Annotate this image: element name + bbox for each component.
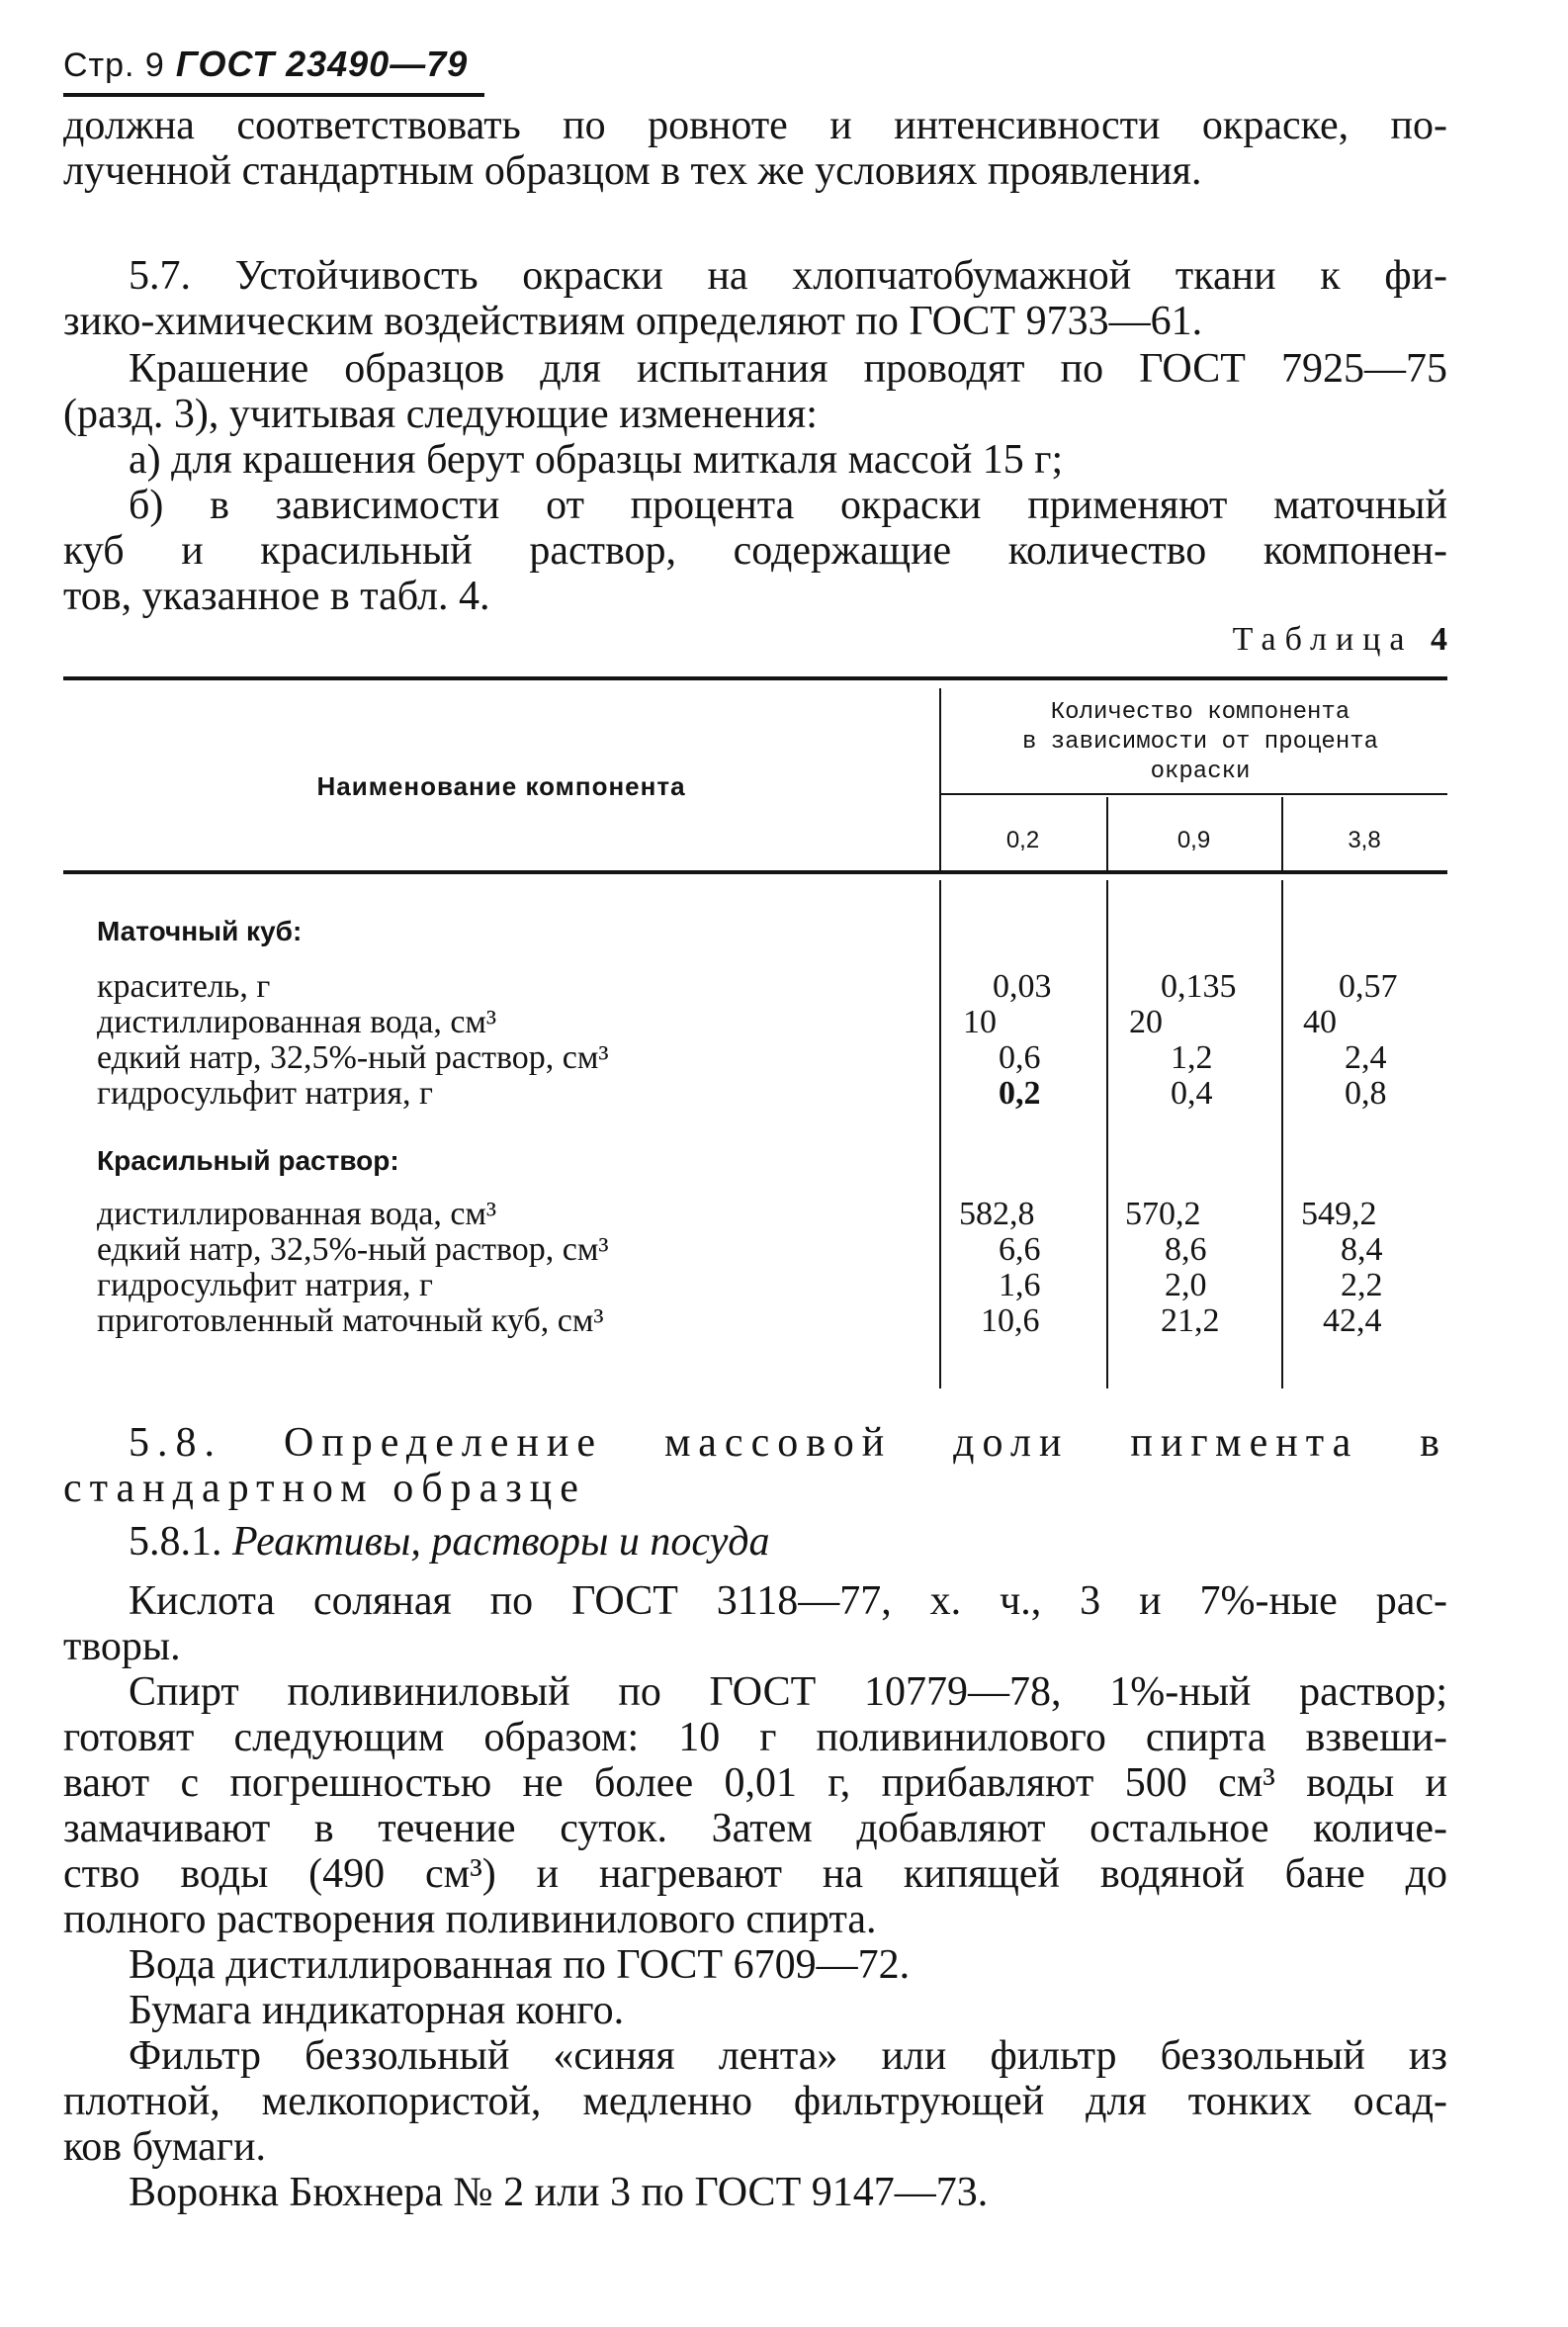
reagents-list bbox=[63, 1578, 1447, 2215]
text-line: 5.8. Определение массовой доли пигмента в bbox=[129, 1420, 1447, 1466]
cell-value: 0,4 bbox=[1171, 1075, 1213, 1112]
column-header-quantity bbox=[953, 698, 1447, 787]
text-line: 5.7. Устойчивость окраски на хлопчатобумажной ткани к фи- bbox=[129, 253, 1447, 299]
cell-value: 2,0 bbox=[1165, 1267, 1207, 1303]
cell-value: 42,4 bbox=[1323, 1302, 1382, 1339]
table-caption bbox=[1233, 621, 1447, 659]
cell-value: 1,2 bbox=[1171, 1039, 1213, 1076]
cell-value: 20 bbox=[1129, 1004, 1163, 1040]
header-rule bbox=[63, 93, 484, 97]
components-table bbox=[63, 676, 1447, 1408]
text-line: Вода дистиллированная по ГОСТ 6709—72. bbox=[129, 1942, 911, 1988]
column-header-percent: 3,8 bbox=[1348, 827, 1381, 853]
text-line: плотной, мелкопористой, медленно фильтрующей для тонких осад- bbox=[63, 2079, 1447, 2124]
table-caption-word: Таблица bbox=[1232, 621, 1414, 658]
text-line: Крашение образцов для испытания проводят по ГОСТ 7925—75 bbox=[129, 346, 1447, 392]
cell-value: 0,6 bbox=[999, 1039, 1041, 1076]
cell-value: 0,57 bbox=[1339, 968, 1398, 1005]
table-caption-number: 4 bbox=[1431, 621, 1447, 658]
text-line: стандартном образце bbox=[63, 1466, 586, 1511]
column-header-percent: 0,2 bbox=[1005, 827, 1040, 853]
cell-value: 10,6 bbox=[981, 1302, 1040, 1339]
section-5-8-heading bbox=[63, 1420, 1447, 1511]
text-line: куб и красильный раствор, содержащие количество компонен- bbox=[63, 528, 1447, 574]
cell-value: 0,03 bbox=[993, 968, 1052, 1005]
cell-value: 582,8 bbox=[959, 1196, 1035, 1232]
text-line: ков бумаги. bbox=[63, 2124, 266, 2170]
text-line: тов, указанное в табл. 4. bbox=[63, 574, 490, 619]
table-divider bbox=[1106, 880, 1108, 1388]
cell-value: 549,2 bbox=[1301, 1196, 1377, 1232]
subsection-5-8-1 bbox=[63, 1519, 1447, 1565]
cell-value: 1,6 bbox=[999, 1267, 1041, 1303]
text-line: лученной стандартным образцом в тех же условиях проявления. bbox=[63, 148, 1202, 194]
page-header bbox=[63, 40, 468, 86]
column-header-percent: 0,9 bbox=[1176, 827, 1211, 853]
dyeing-paragraph bbox=[63, 346, 1447, 619]
cell-value: 2,4 bbox=[1345, 1039, 1387, 1076]
row-label: едкий натр, 32,5%-ный раствор, см³ bbox=[97, 1039, 609, 1076]
table-divider bbox=[1281, 880, 1283, 1388]
section-title: Красильный раствор: bbox=[97, 1145, 399, 1176]
text-line: Бумага индикаторная конго. bbox=[129, 1988, 625, 2033]
table-subheader-rule bbox=[939, 793, 1447, 795]
table-divider bbox=[939, 880, 941, 1388]
row-label: краситель, г bbox=[97, 968, 271, 1005]
subsection-number: 5.8.1. bbox=[129, 1519, 222, 1565]
text-line: готовят следующим образом: 10 г поливинилового спирта взвеши- bbox=[63, 1715, 1447, 1760]
page-number: Стр. 9 bbox=[63, 46, 165, 84]
row-label: гидросульфит натрия, г bbox=[97, 1267, 433, 1303]
header-line: Количество компонента bbox=[1050, 699, 1350, 726]
text-line: зико-химическим воздействиям определяют по ГОСТ 9733—61. bbox=[63, 299, 1203, 344]
cell-value: 0,135 bbox=[1161, 968, 1237, 1005]
standard-code: ГОСТ 23490—79 bbox=[175, 44, 469, 84]
cell-value: 8,6 bbox=[1165, 1231, 1207, 1268]
table-header-rule bbox=[63, 870, 1447, 874]
text-line: вают с погрешностью не более 0,01 г, прибавляют 500 см³ воды и bbox=[63, 1760, 1447, 1806]
header-line: окраски bbox=[1150, 759, 1251, 785]
text-line: (разд. 3), учитывая следующие изменения: bbox=[63, 392, 818, 437]
row-label: едкий натр, 32,5%-ный раствор, см³ bbox=[97, 1231, 609, 1268]
text-line: замачивают в течение суток. Затем добавляют остальное количе- bbox=[63, 1806, 1447, 1851]
cell-value: 10 bbox=[963, 1004, 997, 1040]
subsection-title: Реактивы, растворы и посуда bbox=[232, 1519, 770, 1565]
cell-value: 8,4 bbox=[1341, 1231, 1383, 1268]
text-line: Спирт поливиниловый по ГОСТ 10779—78, 1%-ный раствор; bbox=[129, 1669, 1447, 1715]
text-line: творы. bbox=[63, 1624, 181, 1669]
intro-paragraph bbox=[63, 103, 1447, 194]
text-line: полного растворения поливинилового спирта. bbox=[63, 1897, 877, 1942]
header-line: в зависимости от процента bbox=[1021, 729, 1379, 756]
row-label: дистиллированная вода, см³ bbox=[97, 1196, 497, 1232]
row-label: гидросульфит натрия, г bbox=[97, 1075, 433, 1112]
text-line: Фильтр беззольный «синяя лента» или фильтр беззольный из bbox=[129, 2033, 1447, 2079]
text-line: Кислота соляная по ГОСТ 3118—77, х. ч., 3 и 7%-ные рас- bbox=[129, 1578, 1447, 1624]
text-line: ство воды (490 см³) и нагревают на кипящей водяной бане до bbox=[63, 1851, 1447, 1897]
text-line: должна соответствовать по ровноте и интенсивности окраске, по- bbox=[63, 103, 1447, 148]
text-line: Воронка Бюхнера № 2 или 3 по ГОСТ 9147—73. bbox=[129, 2170, 989, 2215]
cell-value: 0,2 bbox=[999, 1075, 1041, 1112]
row-label: приготовленный маточный куб, см³ bbox=[97, 1302, 604, 1339]
cell-value: 570,2 bbox=[1125, 1196, 1201, 1232]
section-title: Маточный куб: bbox=[97, 916, 303, 946]
cell-value: 40 bbox=[1303, 1004, 1337, 1040]
cell-value: 0,8 bbox=[1345, 1075, 1387, 1112]
row-label: дистиллированная вода, см³ bbox=[97, 1004, 497, 1040]
column-header-name: Наименование компонента bbox=[316, 771, 686, 801]
paragraph-5-7 bbox=[63, 253, 1447, 344]
list-item-b: б) в зависимости от процента окраски применяют маточный bbox=[129, 483, 1447, 528]
list-item-a: а) для крашения берут образцы миткаля массой 15 г; bbox=[129, 437, 1064, 483]
table-top-rule bbox=[63, 676, 1447, 680]
cell-value: 21,2 bbox=[1161, 1302, 1220, 1339]
cell-value: 6,6 bbox=[999, 1231, 1041, 1268]
cell-value: 2,2 bbox=[1341, 1267, 1383, 1303]
